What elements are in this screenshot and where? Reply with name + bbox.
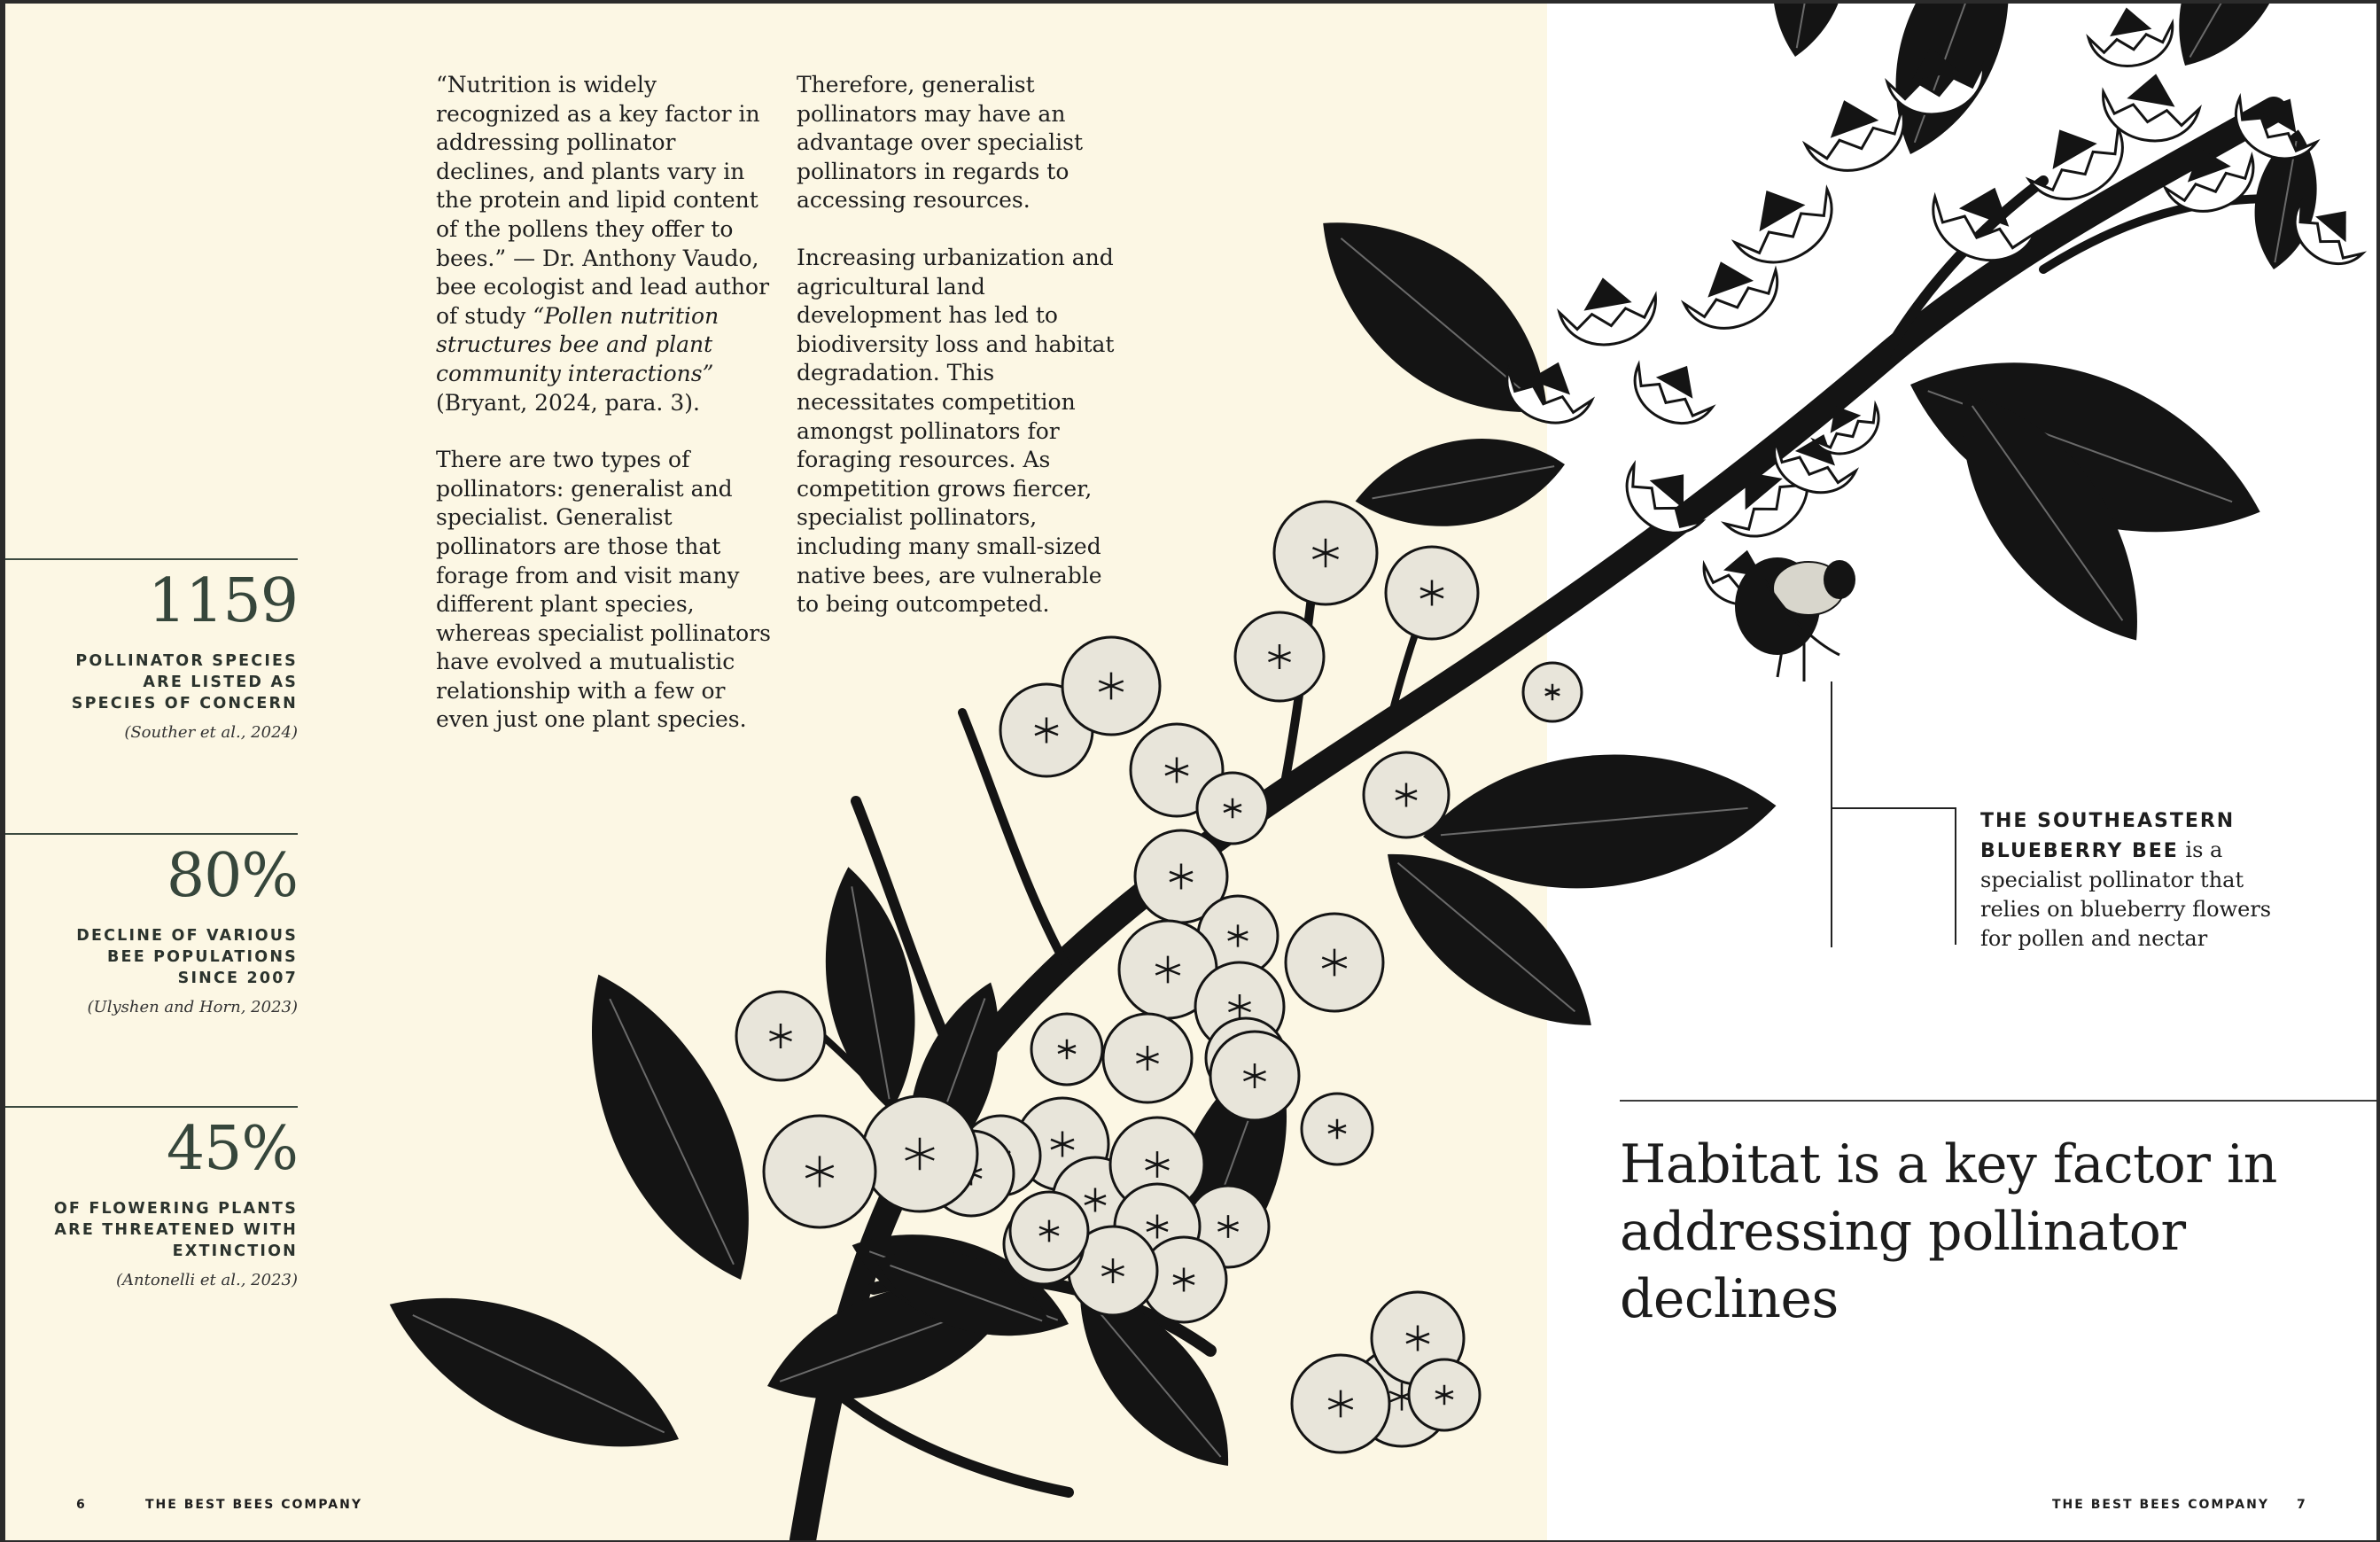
- stat-label-line: SPECIES OF CONCERN: [71, 695, 298, 713]
- berry-icon: [1210, 1032, 1299, 1120]
- leaf-icon: [1348, 423, 1572, 542]
- callout-leader-line: [1831, 681, 1955, 947]
- stat-source: (Ulyshen and Horn, 2023): [87, 998, 298, 1017]
- magazine-spread: [5, 4, 2376, 1540]
- stat-label-line: ARE THREATENED WITH: [54, 1221, 298, 1240]
- advantage-paragraph: Therefore, generalist pollinators may have an advantage over specialist pollinators in regards to accessing resources.: [797, 72, 1083, 214]
- stat-source: (Souther et al., 2024): [124, 723, 298, 743]
- berry-icon: [1386, 547, 1478, 639]
- body-column-left: [436, 71, 773, 763]
- stat-number: 45%: [166, 1114, 298, 1184]
- stat-number: 1159: [147, 566, 298, 636]
- flower-icon: [2096, 66, 2204, 149]
- leaf-icon: [367, 1256, 702, 1489]
- berry-icon: [1302, 1094, 1373, 1164]
- berry-icon: [1010, 1192, 1088, 1270]
- callout-highlight: THE SOUTHEASTERN BLUEBERRY BEE: [1980, 810, 2236, 862]
- pollinator-types-paragraph: There are two types of pollinators: generalist and specialist. Generalist pollinators are those that forage from and visit many different plant species, whereas specialist pollinators have evolved a mutualistic relationship with a few or even just one plant species.: [436, 447, 771, 733]
- berry-icon: [1062, 637, 1160, 735]
- flower-icon: [2084, 4, 2178, 73]
- stat-label: [5, 925, 298, 989]
- page-number-right: 7: [2297, 1498, 2307, 1512]
- stat-label-line: DECLINE OF VARIOUS: [76, 927, 298, 946]
- page-headline: Habitat is a key factor in addressing pollinator declines: [1620, 1133, 2277, 1330]
- bee-icon: [1735, 557, 1855, 681]
- urbanization-paragraph: Increasing urbanization and agricultural land development has led to biodiversity loss and habitat degradation. This necessitates competition amongst pollinators for foraging resources. As competition grows fiercer, specialist pollinators, including many small-sized native bees, are vulnerable to being outcompeted.: [797, 244, 1115, 618]
- stat-label-line: POLLINATOR SPECIES: [75, 652, 298, 671]
- stat-label-line: SINCE 2007: [177, 970, 298, 988]
- leaf-icon: [2149, 4, 2319, 87]
- berry-icon: [736, 992, 825, 1080]
- stat-label-line: BEE POPULATIONS: [107, 948, 298, 967]
- footer-brand-left: THE BEST BEES COMPANY: [145, 1498, 362, 1512]
- body-column-right: [797, 71, 1116, 648]
- berry-icon: [1523, 663, 1582, 721]
- stat-bee-decline: [5, 833, 298, 1016]
- leaf-icon: [1760, 4, 1862, 63]
- stat-source: (Antonelli et al., 2023): [115, 1271, 298, 1290]
- berry-icon: [1409, 1359, 1480, 1430]
- quote-citation: (Bryant, 2024, para. 3).: [436, 389, 700, 416]
- quote-text: “Nutrition is widely recognized as a key factor in addressing pollinator declines, and plants vary in the protein and lipid content of the pollens they offer to bees.” — Dr. Anthony Vaudo, bee ecologist and lead author of study: [436, 72, 770, 329]
- bee-callout: [1980, 806, 2299, 954]
- stat-flowering-plants: [5, 1106, 298, 1289]
- berry-icon: [764, 1116, 875, 1227]
- stat-label: [5, 650, 298, 714]
- footer-brand-right: THE BEST BEES COMPANY: [2052, 1498, 2269, 1512]
- study-title: “Pollen nutrition structures bee and plant community interactions”: [436, 302, 719, 386]
- stat-label-line: ARE LISTED AS: [143, 674, 298, 692]
- stat-label-line: EXTINCTION: [172, 1242, 298, 1261]
- berry-icon: [1364, 752, 1449, 837]
- stat-number: 80%: [166, 841, 298, 911]
- page-number-left: 6: [76, 1498, 87, 1512]
- berry-icon: [1031, 1014, 1102, 1085]
- berry-icon: [862, 1096, 977, 1211]
- berry-icon: [1235, 612, 1324, 701]
- flower-icon: [1555, 269, 1662, 353]
- branch-stem: [829, 1386, 1069, 1492]
- berry-icon: [1274, 502, 1377, 604]
- stat-label: [5, 1198, 298, 1262]
- callout-text: is a specialist pollinator that relies on blueberry flowers for pollen and nectar: [1980, 837, 2272, 951]
- flower-icon: [1721, 164, 1849, 280]
- berry-icon: [1292, 1355, 1389, 1452]
- berry-icon: [1197, 773, 1268, 844]
- stat-species-of-concern: [5, 558, 298, 742]
- leaf-icon: [807, 860, 933, 1118]
- flower-icon: [1621, 345, 1723, 438]
- berry-icon: [1286, 914, 1383, 1011]
- berry-icon: [1103, 1014, 1192, 1102]
- quote-paragraph: [436, 71, 773, 417]
- headline-rule: [1620, 1100, 2376, 1102]
- stat-label-line: OF FLOWERING PLANTS: [53, 1200, 298, 1219]
